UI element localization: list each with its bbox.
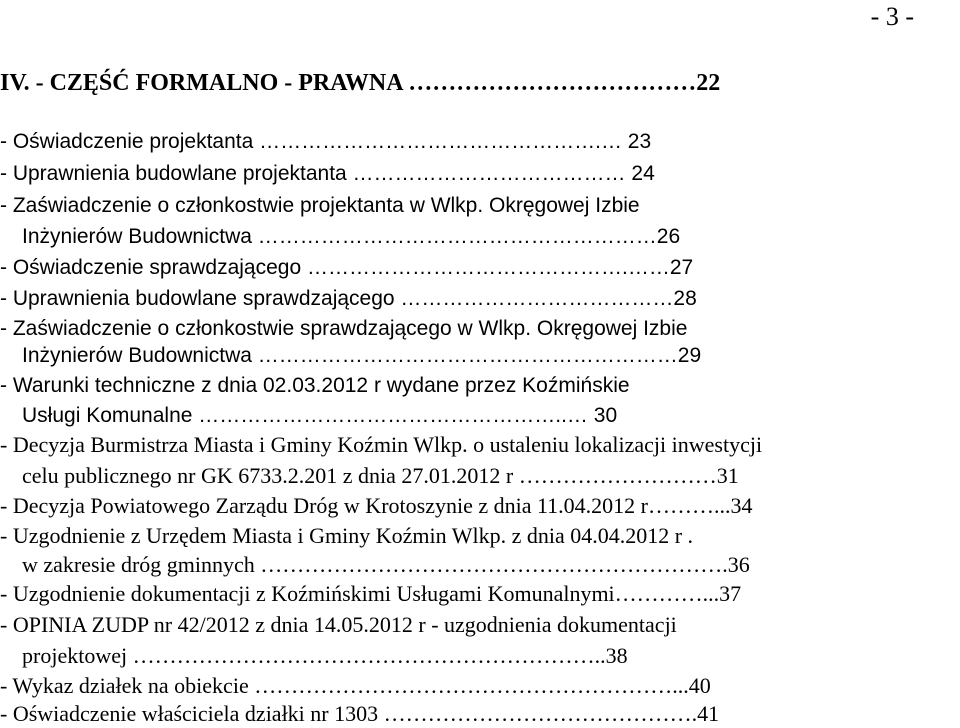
toc-entry: - Uprawnienia budowlane projektanta ………………………………… 24 [0, 162, 655, 185]
toc-entry: - Uprawnienia budowlane sprawdzającego …………………………………28 [0, 287, 697, 310]
toc-entry-continued: celu publicznego nr GK 6733.2.201 z dnia 27.01.2012 r ………………………31 [22, 463, 739, 488]
toc-entry: - Oświadczenie projektanta ………………………………………….… 23 [0, 130, 652, 153]
toc-entry: - Uzgodnienie z Urzędem Miasta i Gminy Koźmin Wlkp. z dnia 04.04.2012 r . [0, 523, 694, 548]
toc-entry: - Decyzja Burmistrza Miasta i Gminy Koźmin Wlkp. o ustaleniu lokalizacji inwestycji [0, 432, 763, 457]
toc-entry: - Zaświadczenie o członkostwie sprawdzającego w Wlkp. Okręgowej Izbie [0, 317, 688, 340]
toc-entry: - Uzgodnienie dokumentacji z Koźmińskimi Usługami Komunalnymi…………...37 [0, 581, 742, 606]
toc-entry: - Zaświadczenie o członkostwie projektanta w Wlkp. Okręgowej Izbie [0, 194, 640, 217]
section-heading: IV. - CZĘŚĆ FORMALNO - PRAWNA ………………………………22 [0, 70, 721, 96]
toc-entry-continued: Inżynierów Budownictwa ……………………………………………………29 [22, 344, 702, 367]
toc-entry: - Wykaz działek na obiekcie …………………………………………………...40 [0, 673, 711, 698]
toc-entry-continued: w zakresie dróg gminnych ……………………………………………………….36 [22, 552, 750, 577]
toc-entry: - OPINIA ZUDP nr 42/2012 z dnia 14.05.2012 r - uzgodnienia dokumentacji [0, 612, 677, 637]
toc-entry: - Oświadczenie właściciela działki nr 1303 …………………………………….41 [0, 701, 720, 726]
toc-entry: - Warunki techniczne z dnia 02.03.2012 r wydane przez Koźmińskie [0, 374, 630, 397]
toc-entry-continued: Inżynierów Budownictwa …………………………………………………26 [22, 225, 681, 248]
toc-entry-continued: Usługi Komunalne ……………………………………………..… 30 [22, 404, 618, 427]
toc-entry-continued: projektowej ………………………………………………………..38 [22, 643, 628, 668]
toc-entry: - Oświadczenie sprawdzającego ……………………………………….……27 [0, 256, 694, 279]
page-number: - 3 - [870, 2, 914, 31]
toc-entry: - Decyzja Powiatowego Zarządu Dróg w Krotoszynie z dnia 11.04.2012 r………...34 [0, 493, 753, 518]
